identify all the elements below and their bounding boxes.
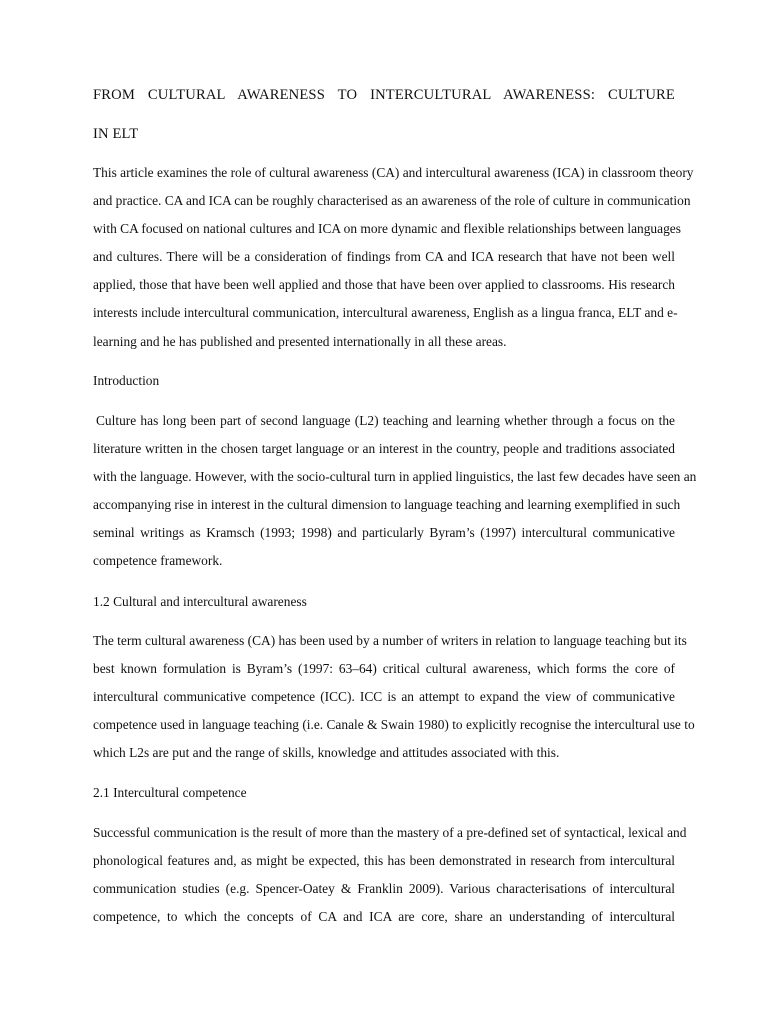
heading-section-2-1: 2.1 Intercultural competence <box>93 785 247 800</box>
abstract-line: applied, those that have been well applied and those that have been over applied to classrooms. His research <box>93 277 675 292</box>
document-title-line-2: IN ELT <box>93 126 139 142</box>
abstract-line: and cultures. There will be a consideration of findings from CA and ICA research that have not been well <box>93 249 675 264</box>
section-1-2-line: which L2s are put and the range of skills, knowledge and attitudes associated with this. <box>93 745 560 760</box>
section-2-1-line: Successful communication is the result of more than the mastery of a pre-defined set of syntactical, lexical and <box>93 825 687 840</box>
section-2-1-line: competence, to which the concepts of CA and ICA are core, share an understanding of intercultural <box>93 909 675 924</box>
introduction-line: with the language. However, with the socio-cultural turn in applied linguistics, the last few decades have seen an <box>93 469 697 484</box>
section-2-1-line: phonological features and, as might be expected, this has been demonstrated in research from intercultural <box>93 853 675 868</box>
abstract-line: This article examines the role of cultural awareness (CA) and intercultural awareness (ICA) in classroom theory <box>93 165 694 180</box>
section-1-2-line: The term cultural awareness (CA) has been used by a number of writers in relation to language teaching but its <box>93 633 687 648</box>
section-1-2-line: best known formulation is Byram’s (1997: 63–64) critical cultural awareness, which forms the core of <box>93 661 675 676</box>
abstract-line: and practice. CA and ICA can be roughly characterised as an awareness of the role of culture in communication <box>93 193 691 208</box>
section-1-2-line: competence used in language teaching (i.e. Canale & Swain 1980) to explicitly recognise the intercultural use to <box>93 717 695 732</box>
document-title-line-1: FROM CULTURAL AWARENESS TO INTERCULTURAL AWARENESS: CULTURE <box>93 87 675 103</box>
abstract-line: learning and he has published and presented internationally in all these areas. <box>93 334 507 349</box>
section-2-1-line: communication studies (e.g. Spencer-Oatey & Franklin 2009). Various characterisations of intercultural <box>93 881 675 896</box>
abstract-line: interests include intercultural communication, intercultural awareness, English as a lingua franca, ELT and e- <box>93 305 678 320</box>
introduction-line: literature written in the chosen target language or an interest in the country, people and traditions associated <box>93 441 675 456</box>
introduction-line: accompanying rise in interest in the cultural dimension to language teaching and learning exemplified in such <box>93 497 681 512</box>
heading-introduction: Introduction <box>93 373 160 388</box>
introduction-line: competence framework. <box>93 553 223 568</box>
introduction-line: Culture has long been part of second language (L2) teaching and learning whether through a focus on the <box>96 413 675 428</box>
abstract-line: with CA focused on national cultures and ICA on more dynamic and flexible relationships between languages <box>93 221 681 236</box>
introduction-line: seminal writings as Kramsch (1993; 1998) and particularly Byram’s (1997) intercultural communicative <box>93 525 675 540</box>
section-1-2-line: intercultural communicative competence (ICC). ICC is an attempt to expand the view of communicative <box>93 689 675 704</box>
heading-section-1-2: 1.2 Cultural and intercultural awareness <box>93 594 307 609</box>
